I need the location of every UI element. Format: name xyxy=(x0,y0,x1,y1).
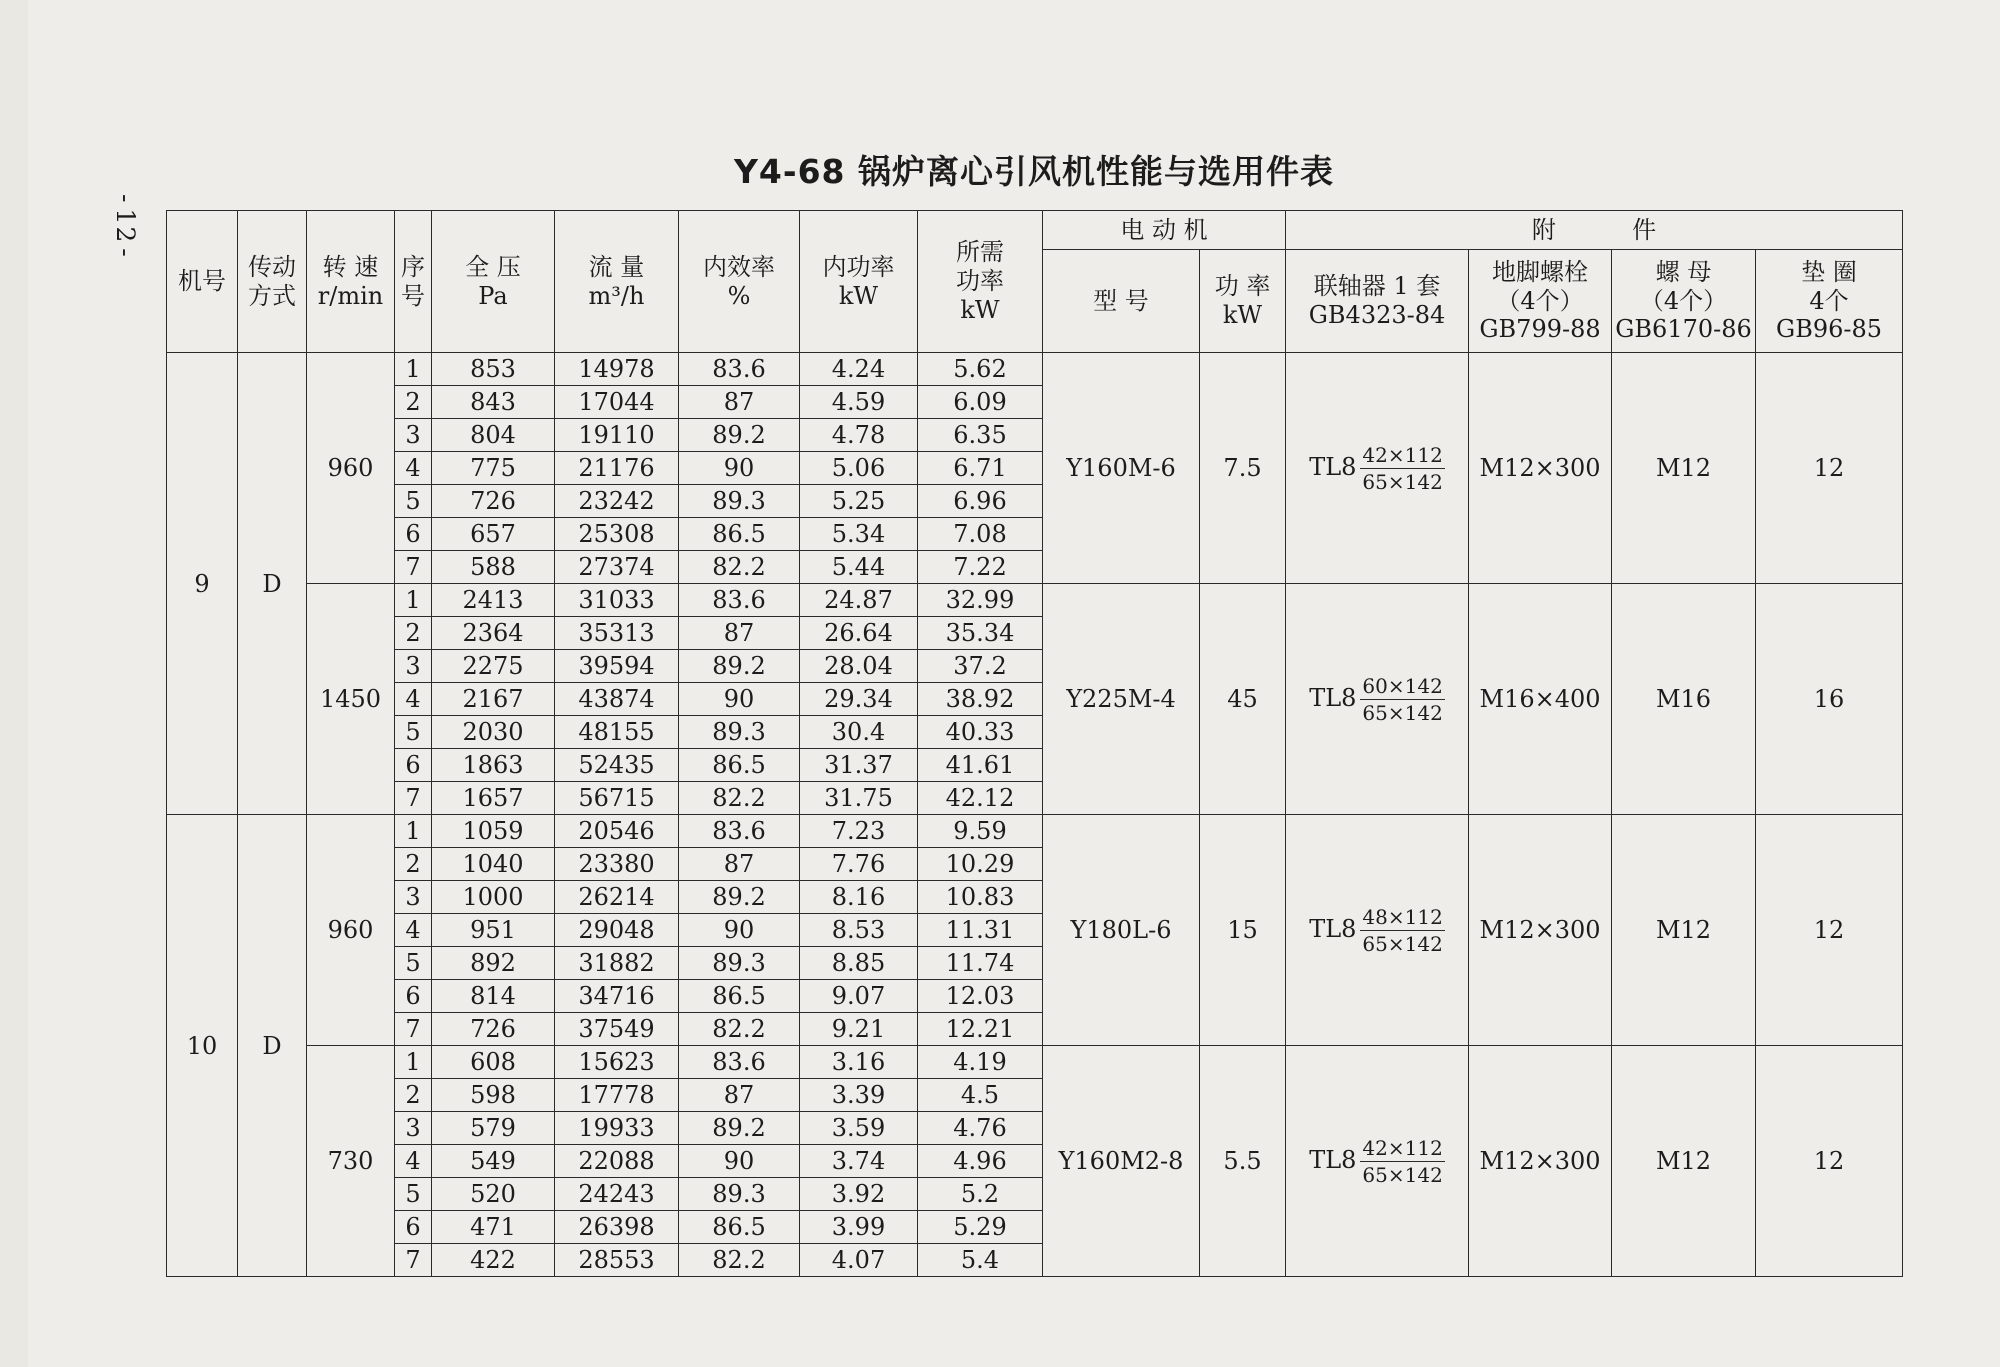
cell-seq: 1 xyxy=(395,1046,432,1079)
cell-efficiency: 90 xyxy=(679,914,800,947)
cell-flow: 39594 xyxy=(555,650,679,683)
cell-efficiency: 86.5 xyxy=(679,518,800,551)
cell-pressure: 1059 xyxy=(432,815,555,848)
cell-seq: 6 xyxy=(395,980,432,1013)
coupling-numerator: 60×142 xyxy=(1362,673,1443,698)
cell-flow: 52435 xyxy=(555,749,679,782)
cell-efficiency: 82.2 xyxy=(679,782,800,815)
cell-machine-no: 10 xyxy=(167,815,238,1277)
cell-machine-no: 9 xyxy=(167,353,238,815)
cell-efficiency: 83.6 xyxy=(679,1046,800,1079)
cell-pressure: 726 xyxy=(432,1013,555,1046)
header-coupling: 联轴器 1 套 GB4323-84 xyxy=(1286,250,1469,353)
cell-pressure: 853 xyxy=(432,353,555,386)
cell-pressure: 471 xyxy=(432,1211,555,1244)
cell-seq: 3 xyxy=(395,419,432,452)
cell-required-power: 7.08 xyxy=(918,518,1043,551)
cell-required-power: 41.61 xyxy=(918,749,1043,782)
table-header xyxy=(167,211,1903,353)
cell-flow: 15623 xyxy=(555,1046,679,1079)
table-row xyxy=(167,584,1903,617)
cell-power: 7.76 xyxy=(800,848,918,881)
cell-power: 5.44 xyxy=(800,551,918,584)
cell-coupling xyxy=(1286,815,1469,1046)
table-row xyxy=(167,1046,1903,1079)
cell-flow: 34716 xyxy=(555,980,679,1013)
cell-efficiency: 89.3 xyxy=(679,1178,800,1211)
cell-required-power: 4.76 xyxy=(918,1112,1043,1145)
cell-required-power: 5.4 xyxy=(918,1244,1043,1277)
cell-power: 8.85 xyxy=(800,947,918,980)
cell-efficiency: 89.3 xyxy=(679,947,800,980)
cell-power: 24.87 xyxy=(800,584,918,617)
cell-pressure: 1657 xyxy=(432,782,555,815)
cell-power: 5.25 xyxy=(800,485,918,518)
header-efficiency: 内效率 % xyxy=(679,211,800,353)
cell-speed: 960 xyxy=(307,815,395,1046)
cell-efficiency: 87 xyxy=(679,848,800,881)
cell-efficiency: 89.3 xyxy=(679,716,800,749)
cell-efficiency: 86.5 xyxy=(679,749,800,782)
cell-flow: 31882 xyxy=(555,947,679,980)
cell-pressure: 1040 xyxy=(432,848,555,881)
cell-required-power: 38.92 xyxy=(918,683,1043,716)
cell-pressure: 422 xyxy=(432,1244,555,1277)
cell-power: 5.06 xyxy=(800,452,918,485)
cell-flow: 17778 xyxy=(555,1079,679,1112)
cell-coupling xyxy=(1286,1046,1469,1277)
cell-required-power: 37.2 xyxy=(918,650,1043,683)
cell-seq: 5 xyxy=(395,947,432,980)
cell-flow: 48155 xyxy=(555,716,679,749)
header-nut: 螺 母 （4个） GB6170-86 xyxy=(1612,250,1756,353)
cell-required-power: 40.33 xyxy=(918,716,1043,749)
header-drive-mode: 传动 方式 xyxy=(238,211,307,353)
coupling-prefix: TL8 xyxy=(1309,1145,1357,1174)
cell-efficiency: 90 xyxy=(679,1145,800,1178)
cell-pressure: 814 xyxy=(432,980,555,1013)
cell-pressure: 804 xyxy=(432,419,555,452)
cell-required-power: 4.19 xyxy=(918,1046,1043,1079)
cell-flow: 37549 xyxy=(555,1013,679,1046)
cell-required-power: 6.96 xyxy=(918,485,1043,518)
cell-nut: M12 xyxy=(1612,815,1756,1046)
cell-required-power: 7.22 xyxy=(918,551,1043,584)
cell-power: 3.59 xyxy=(800,1112,918,1145)
cell-anchor-bolt: M12×300 xyxy=(1469,1046,1612,1277)
cell-power: 3.16 xyxy=(800,1046,918,1079)
coupling-fraction xyxy=(1360,673,1444,726)
cell-pressure: 549 xyxy=(432,1145,555,1178)
cell-seq: 5 xyxy=(395,716,432,749)
cell-motor-model: Y180L-6 xyxy=(1043,815,1200,1046)
header-flow: 流 量 m³/h xyxy=(555,211,679,353)
coupling-prefix: TL8 xyxy=(1309,683,1357,712)
cell-pressure: 775 xyxy=(432,452,555,485)
coupling-denominator: 65×142 xyxy=(1362,931,1443,956)
cell-power: 28.04 xyxy=(800,650,918,683)
cell-pressure: 598 xyxy=(432,1079,555,1112)
cell-flow: 21176 xyxy=(555,452,679,485)
cell-required-power: 4.5 xyxy=(918,1079,1043,1112)
cell-pressure: 726 xyxy=(432,485,555,518)
cell-seq: 2 xyxy=(395,617,432,650)
header-required-power: 所需 功率 kW xyxy=(918,211,1043,353)
cell-motor-power: 7.5 xyxy=(1200,353,1286,584)
cell-pressure: 2275 xyxy=(432,650,555,683)
cell-seq: 1 xyxy=(395,815,432,848)
table-row xyxy=(167,815,1903,848)
cell-flow: 25308 xyxy=(555,518,679,551)
cell-seq: 7 xyxy=(395,551,432,584)
header-power: 内功率 kW xyxy=(800,211,918,353)
cell-pressure: 2167 xyxy=(432,683,555,716)
cell-pressure: 657 xyxy=(432,518,555,551)
cell-flow: 14978 xyxy=(555,353,679,386)
header-pressure: 全 压 Pa xyxy=(432,211,555,353)
cell-efficiency: 86.5 xyxy=(679,980,800,1013)
cell-washer: 12 xyxy=(1756,353,1903,584)
cell-efficiency: 83.6 xyxy=(679,353,800,386)
cell-speed: 960 xyxy=(307,353,395,584)
cell-efficiency: 90 xyxy=(679,683,800,716)
cell-efficiency: 89.3 xyxy=(679,485,800,518)
cell-efficiency: 89.2 xyxy=(679,881,800,914)
cell-power: 4.59 xyxy=(800,386,918,419)
cell-seq: 3 xyxy=(395,650,432,683)
cell-efficiency: 90 xyxy=(679,452,800,485)
cell-flow: 56715 xyxy=(555,782,679,815)
cell-pressure: 588 xyxy=(432,551,555,584)
cell-pressure: 579 xyxy=(432,1112,555,1145)
cell-required-power: 11.31 xyxy=(918,914,1043,947)
cell-coupling xyxy=(1286,353,1469,584)
cell-power: 8.53 xyxy=(800,914,918,947)
cell-pressure: 892 xyxy=(432,947,555,980)
coupling-denominator: 65×142 xyxy=(1362,1162,1443,1187)
cell-seq: 2 xyxy=(395,386,432,419)
cell-efficiency: 87 xyxy=(679,386,800,419)
coupling-numerator: 48×112 xyxy=(1362,904,1443,929)
cell-required-power: 10.83 xyxy=(918,881,1043,914)
cell-efficiency: 82.2 xyxy=(679,1244,800,1277)
cell-flow: 23242 xyxy=(555,485,679,518)
cell-flow: 43874 xyxy=(555,683,679,716)
cell-nut: M12 xyxy=(1612,1046,1756,1277)
cell-drive-mode: D xyxy=(238,353,307,815)
cell-power: 3.92 xyxy=(800,1178,918,1211)
cell-required-power: 42.12 xyxy=(918,782,1043,815)
header-washer: 垫 圈 4个 GB96-85 xyxy=(1756,250,1903,353)
coupling-denominator: 65×142 xyxy=(1362,469,1443,494)
cell-pressure: 2413 xyxy=(432,584,555,617)
cell-seq: 4 xyxy=(395,452,432,485)
header-accessories-group: 附 件 xyxy=(1286,211,1903,250)
cell-seq: 3 xyxy=(395,1112,432,1145)
cell-efficiency: 86.5 xyxy=(679,1211,800,1244)
cell-pressure: 843 xyxy=(432,386,555,419)
cell-power: 7.23 xyxy=(800,815,918,848)
cell-seq: 4 xyxy=(395,683,432,716)
cell-flow: 22088 xyxy=(555,1145,679,1178)
cell-anchor-bolt: M12×300 xyxy=(1469,353,1612,584)
coupling-denominator: 65×142 xyxy=(1362,700,1443,725)
coupling-prefix: TL8 xyxy=(1309,452,1357,481)
cell-motor-model: Y160M-6 xyxy=(1043,353,1200,584)
cell-nut: M12 xyxy=(1612,353,1756,584)
cell-required-power: 5.2 xyxy=(918,1178,1043,1211)
cell-power: 31.75 xyxy=(800,782,918,815)
table-row xyxy=(167,353,1903,386)
cell-required-power: 6.71 xyxy=(918,452,1043,485)
cell-pressure: 951 xyxy=(432,914,555,947)
cell-seq: 2 xyxy=(395,848,432,881)
cell-washer: 12 xyxy=(1756,815,1903,1046)
coupling-fraction xyxy=(1360,1135,1444,1188)
cell-power: 31.37 xyxy=(800,749,918,782)
cell-flow: 24243 xyxy=(555,1178,679,1211)
cell-anchor-bolt: M16×400 xyxy=(1469,584,1612,815)
header-motor-power: 功 率 kW xyxy=(1200,250,1286,353)
coupling-fraction xyxy=(1360,442,1444,495)
cell-flow: 26398 xyxy=(555,1211,679,1244)
cell-power: 4.07 xyxy=(800,1244,918,1277)
cell-seq: 6 xyxy=(395,518,432,551)
cell-seq: 7 xyxy=(395,1013,432,1046)
cell-required-power: 9.59 xyxy=(918,815,1043,848)
cell-efficiency: 87 xyxy=(679,1079,800,1112)
cell-required-power: 4.96 xyxy=(918,1145,1043,1178)
cell-seq: 3 xyxy=(395,881,432,914)
cell-efficiency: 83.6 xyxy=(679,815,800,848)
cell-flow: 29048 xyxy=(555,914,679,947)
cell-required-power: 11.74 xyxy=(918,947,1043,980)
table-body xyxy=(167,353,1903,1277)
cell-motor-power: 15 xyxy=(1200,815,1286,1046)
cell-power: 5.34 xyxy=(800,518,918,551)
cell-required-power: 10.29 xyxy=(918,848,1043,881)
cell-required-power: 35.34 xyxy=(918,617,1043,650)
header-seq: 序 号 xyxy=(395,211,432,353)
cell-seq: 4 xyxy=(395,1145,432,1178)
coupling-fraction xyxy=(1360,904,1444,957)
cell-motor-power: 45 xyxy=(1200,584,1286,815)
fan-performance-table xyxy=(166,210,1903,1277)
cell-washer: 12 xyxy=(1756,1046,1903,1277)
cell-drive-mode: D xyxy=(238,815,307,1277)
header-machine-no: 机号 xyxy=(167,211,238,353)
cell-flow: 31033 xyxy=(555,584,679,617)
header-motor-group: 电 动 机 xyxy=(1043,211,1286,250)
cell-power: 4.24 xyxy=(800,353,918,386)
cell-power: 3.39 xyxy=(800,1079,918,1112)
cell-power: 29.34 xyxy=(800,683,918,716)
cell-seq: 4 xyxy=(395,914,432,947)
cell-flow: 20546 xyxy=(555,815,679,848)
cell-seq: 1 xyxy=(395,353,432,386)
cell-power: 3.74 xyxy=(800,1145,918,1178)
coupling-numerator: 42×112 xyxy=(1362,442,1443,467)
cell-flow: 28553 xyxy=(555,1244,679,1277)
header-speed: 转 速 r/min xyxy=(307,211,395,353)
cell-speed: 1450 xyxy=(307,584,395,815)
cell-efficiency: 83.6 xyxy=(679,584,800,617)
cell-pressure: 608 xyxy=(432,1046,555,1079)
cell-washer: 16 xyxy=(1756,584,1903,815)
cell-required-power: 12.03 xyxy=(918,980,1043,1013)
cell-seq: 5 xyxy=(395,485,432,518)
cell-flow: 23380 xyxy=(555,848,679,881)
cell-efficiency: 89.2 xyxy=(679,1112,800,1145)
cell-power: 26.64 xyxy=(800,617,918,650)
cell-motor-model: Y225M-4 xyxy=(1043,584,1200,815)
table-title: Y4-68 锅炉离心引风机性能与选用件表 xyxy=(734,152,1334,191)
cell-flow: 35313 xyxy=(555,617,679,650)
cell-efficiency: 89.2 xyxy=(679,650,800,683)
cell-efficiency: 82.2 xyxy=(679,1013,800,1046)
cell-seq: 6 xyxy=(395,1211,432,1244)
cell-required-power: 5.29 xyxy=(918,1211,1043,1244)
cell-pressure: 2364 xyxy=(432,617,555,650)
cell-seq: 1 xyxy=(395,584,432,617)
cell-required-power: 6.35 xyxy=(918,419,1043,452)
cell-seq: 5 xyxy=(395,1178,432,1211)
cell-flow: 26214 xyxy=(555,881,679,914)
cell-required-power: 12.21 xyxy=(918,1013,1043,1046)
cell-flow: 27374 xyxy=(555,551,679,584)
cell-power: 3.99 xyxy=(800,1211,918,1244)
cell-coupling xyxy=(1286,584,1469,815)
cell-flow: 19933 xyxy=(555,1112,679,1145)
cell-seq: 7 xyxy=(395,1244,432,1277)
cell-speed: 730 xyxy=(307,1046,395,1277)
cell-required-power: 32.99 xyxy=(918,584,1043,617)
cell-efficiency: 82.2 xyxy=(679,551,800,584)
cell-nut: M16 xyxy=(1612,584,1756,815)
coupling-prefix: TL8 xyxy=(1309,914,1357,943)
cell-seq: 6 xyxy=(395,749,432,782)
header-anchor-bolt: 地脚螺栓 （4个） GB799-88 xyxy=(1469,250,1612,353)
cell-efficiency: 89.2 xyxy=(679,419,800,452)
cell-power: 9.07 xyxy=(800,980,918,1013)
cell-power: 4.78 xyxy=(800,419,918,452)
cell-pressure: 1000 xyxy=(432,881,555,914)
cell-pressure: 1863 xyxy=(432,749,555,782)
cell-power: 8.16 xyxy=(800,881,918,914)
cell-anchor-bolt: M12×300 xyxy=(1469,815,1612,1046)
cell-flow: 19110 xyxy=(555,419,679,452)
cell-required-power: 5.62 xyxy=(918,353,1043,386)
cell-seq: 2 xyxy=(395,1079,432,1112)
page-number: -12- xyxy=(111,194,140,259)
cell-required-power: 6.09 xyxy=(918,386,1043,419)
cell-pressure: 520 xyxy=(432,1178,555,1211)
cell-power: 9.21 xyxy=(800,1013,918,1046)
cell-power: 30.4 xyxy=(800,716,918,749)
coupling-numerator: 42×112 xyxy=(1362,1135,1443,1160)
header-motor-model: 型 号 xyxy=(1043,250,1200,353)
cell-pressure: 2030 xyxy=(432,716,555,749)
cell-seq: 7 xyxy=(395,782,432,815)
cell-motor-model: Y160M2-8 xyxy=(1043,1046,1200,1277)
cell-flow: 17044 xyxy=(555,386,679,419)
cell-efficiency: 87 xyxy=(679,617,800,650)
cell-motor-power: 5.5 xyxy=(1200,1046,1286,1277)
